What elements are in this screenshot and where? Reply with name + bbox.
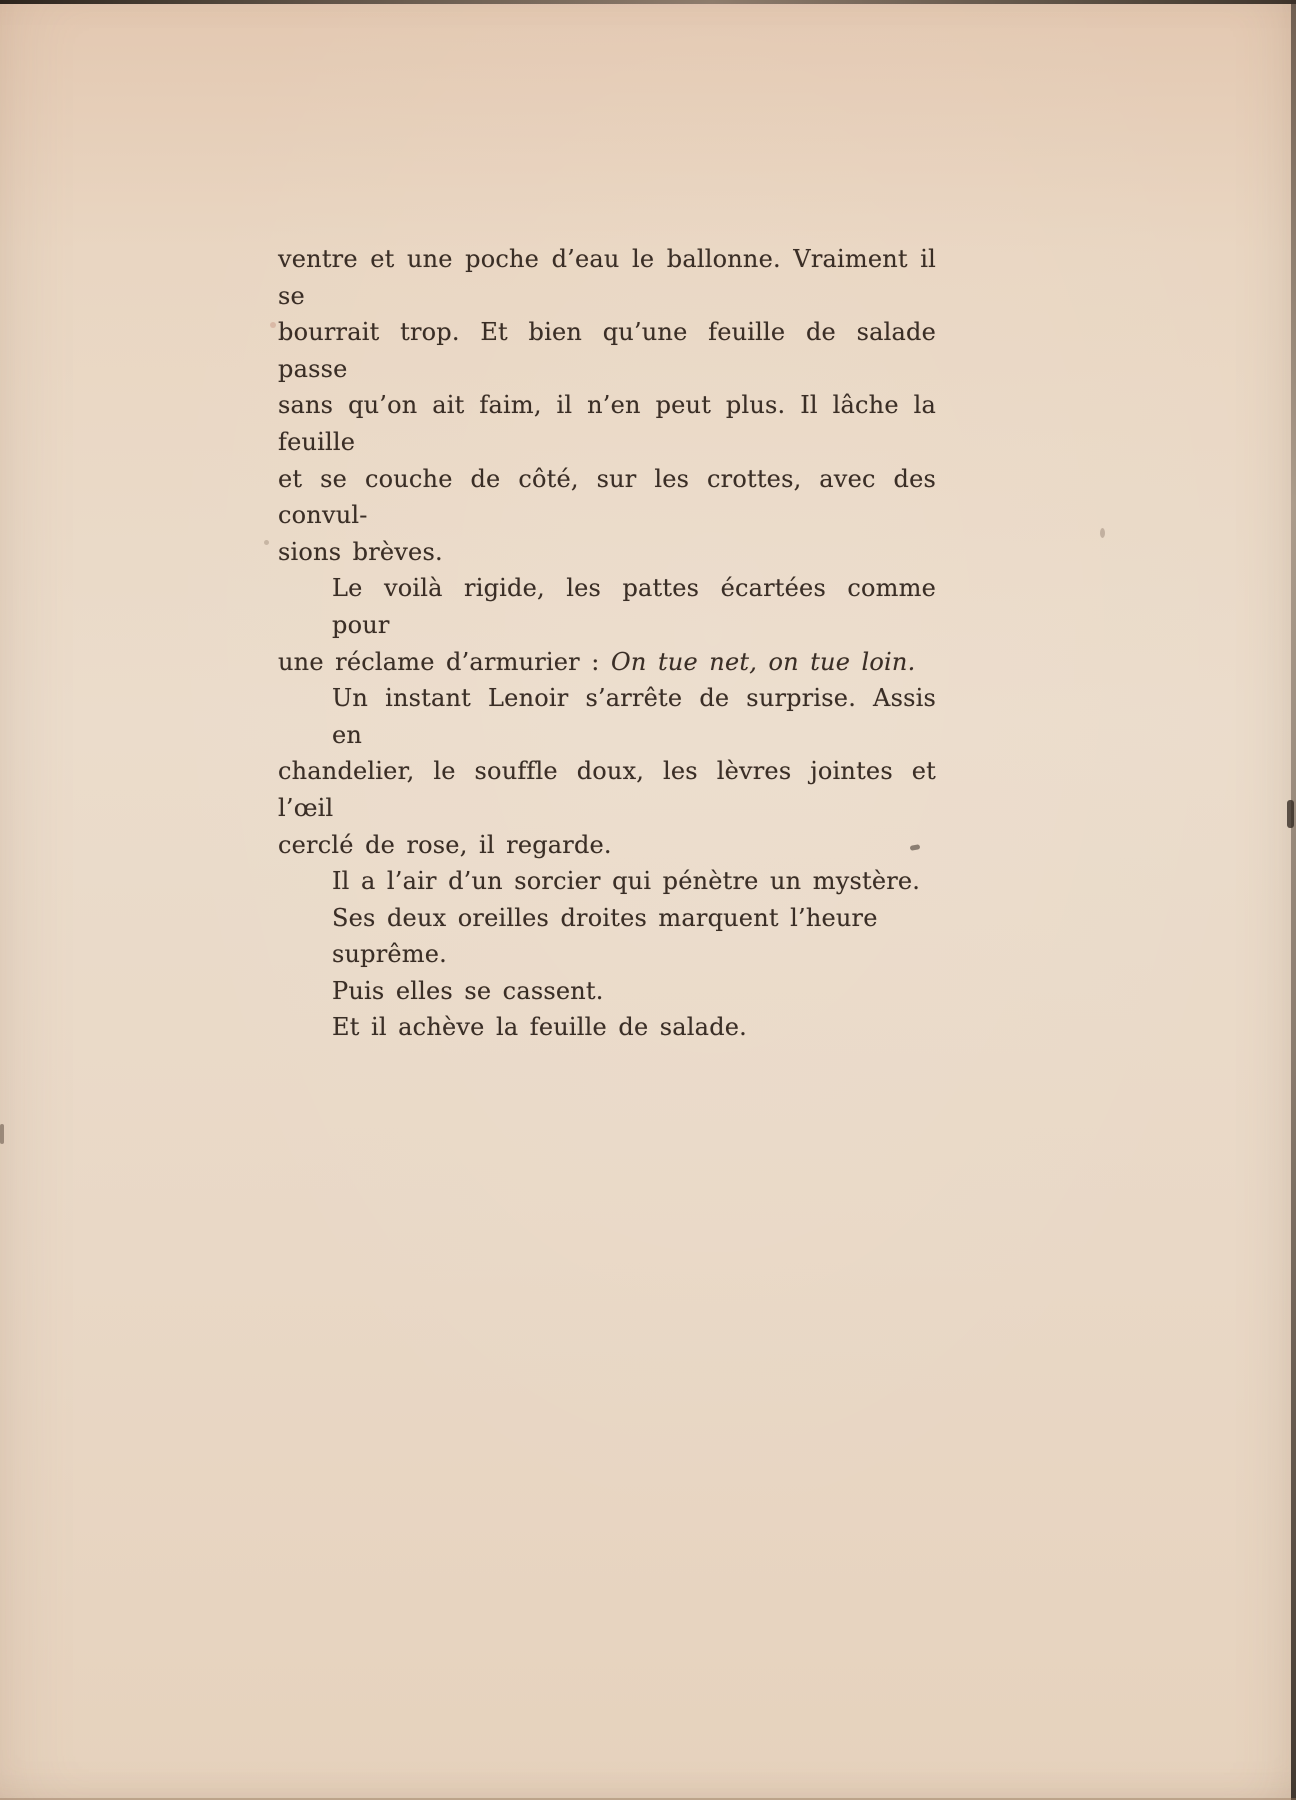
page-text [278, 241, 936, 1046]
scan-speck [264, 540, 269, 545]
scan-edge-top [0, 0, 1296, 4]
text-line [278, 973, 936, 1010]
text-segment: bourrait trop. Et bien qu’une feuille de salade passe [278, 318, 936, 383]
text-segment: Le voilà rigide, les pattes écartées comme pour [332, 574, 936, 639]
text-segment: Puis elles se cassent. [332, 976, 604, 1005]
text-segment: Un instant Lenoir s’arrête de surprise. Assis en [332, 684, 936, 749]
text-segment: Il a l’air d’un sorcier qui pénètre un mystère. [332, 867, 921, 896]
text-line [278, 827, 936, 864]
scan-speck [1287, 800, 1294, 828]
scan-speck [1100, 528, 1105, 538]
text-segment: sans qu’on ait faim, il n’en peut plus. Il lâche la feuille [278, 391, 936, 456]
text-segment: Et il achève la feuille de salade. [332, 1013, 747, 1042]
text-line [278, 1009, 936, 1046]
text-line [278, 753, 936, 826]
text-line [278, 314, 936, 387]
scan-edge-right [1291, 0, 1296, 1800]
text-segment: une réclame d’armurier : [278, 647, 611, 676]
text-line [278, 570, 936, 643]
text-segment: cerclé de rose, il regarde. [278, 830, 612, 859]
text-line [278, 680, 936, 753]
text-line [278, 461, 936, 534]
text-line [278, 644, 936, 681]
text-segment: Ses deux oreilles droites marquent l’heure suprême. [332, 903, 878, 969]
text-line [278, 534, 936, 571]
text-line [278, 387, 936, 460]
scan-speck [0, 1124, 4, 1144]
text-segment: ventre et une poche d’eau le ballonne. Vraiment il se [278, 245, 936, 310]
text-segment: et se couche de côté, sur les crottes, avec des convul- [278, 464, 936, 530]
text-line [278, 900, 936, 973]
text-segment: chandelier, le souffle doux, les lèvres jointes et l’œil [278, 757, 936, 822]
text-line [278, 241, 936, 314]
text-segment: sions brèves. [278, 537, 443, 566]
text-line [278, 863, 936, 900]
scan-speck [270, 322, 276, 328]
italic-text-segment: On tue net, on tue loin. [611, 647, 916, 676]
